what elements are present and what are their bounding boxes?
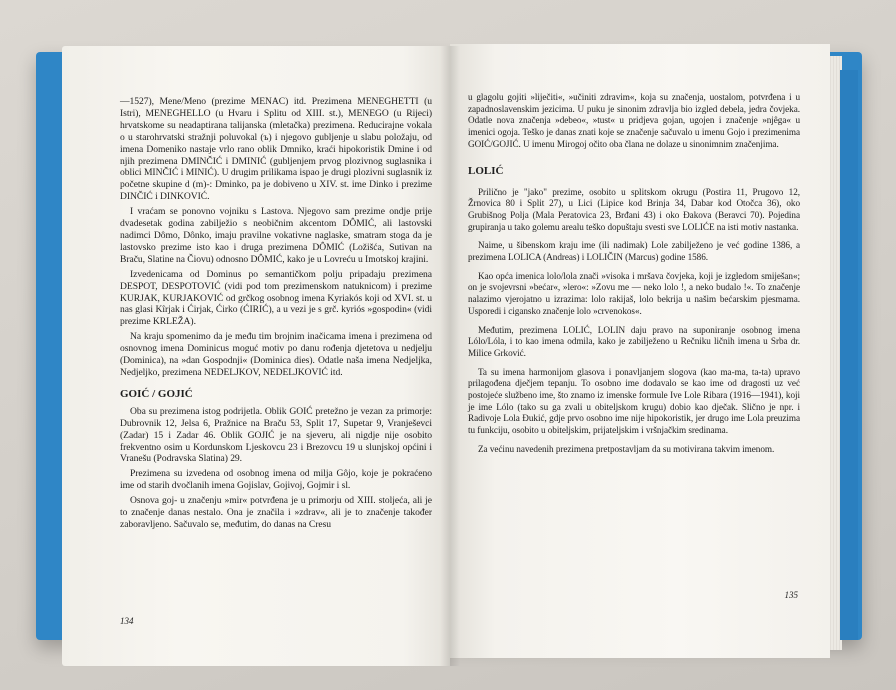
paragraph: Na kraju spomenimo da je među tim brojnim inačicama imena i prezimena od osnovnog imena Dominicus moguć motiv po danu rođenja djetetova u nedjelju (Dominica), na »dan Gospodnji« (Dominica dies). Odatle naša imena Nedjeljka, Nedjeljko, prezimena NEDELJKOV, NEDELJKOVIĆ itd. bbox=[120, 331, 432, 378]
paragraph: Ta su imena harmonijom glasova i ponavljanjem slogova (kao ma-ma, ta-ta) upravo prilagođena dječjem tepanju. To osobno ime dodavalo se kao ime od dragosti uz već postojeće službeno ime, što znamo iz imenske formule Ive Lole Ribara (1916—1941), koji je ime Lólo (tako su ga zvali u obiteljskom krugu) dobio kao dječak. Slično je npr. i Radivoje Lola Đukić, gdje prvo osobno ime nije hipokoristik, jer drugo ime Lola preuzima tu funkciju, osobito u obiteljskim, prijateljskim i vršnjačkim sredinama. bbox=[468, 366, 800, 436]
paragraph: Kao opća imenica lolo/lola znači »visoka i mršava čovjeka, koji je izgledom smiješan«; on je svojevrsni »bećar«, »lero«: »Zovu me — neko lolo !, a neko budalo !«. To značenje nalazimo vjerojatno u izrazima: lolo rakijaš, lolo bekrija u našim bećarskim pjesmama. Usporedi i cigansko značenje lolo »crvenokos«. bbox=[468, 270, 800, 316]
paragraph: Prezimena su izvedena od osobnog imena od milja Gôjo, koje je pokraćeno ime od starih dvočlanih imena Gojislav, Gojivoj, Gojmir i sl. bbox=[120, 468, 432, 492]
paragraph: u glagolu gojiti »liječiti«, »učiniti zdravim«, koja su značenja, uostalom, potvrđena i u zapadnoslavenskim jezicima. U puku je sinonim zdravlja bio izgled debela, jedra čovjeka. Odatle nova značenja »debeo«, »tust« u pridjeva gojan, ugojen i značenje »njêga« u imenici ogoja. Teško je danas znati koje se značenje sačuvalo u imenu Gojo i prezimenima GOIĆ/GOJIĆ. U imenu Mirogoj očito oba člana ne dolaze u sinonimnim značenjima. bbox=[468, 92, 800, 149]
book-spine-shadow bbox=[440, 46, 460, 666]
paragraph: Međutim, prezimena LOLIĆ, LOLIN daju pravo na suponiranje osobnog imena Lólo/Lóla, i to kao imena odmila, kako je zabilježeno u Rečniku ličnih imena u Srba dr. Milice Grković. bbox=[468, 324, 800, 358]
paragraph: —1527), Mene/Meno (prezime MENAC) itd. Prezimena MENEGHETTI (u Istri), MENEGHELLO (u Hvaru i Splitu od XIII. st.), MENEGO (u Rijeci) hrvatskome su neadaptirana talijanska (mletačka) prezimena. Reducirajne vokala o u starohrvatski stražnji poluvokal (ъ) i njegovo gubljenje u slabu položaju, od imena Domeniko nastaje vrlo rano oblik Dmniko, kraći hipokoristik Dmine i od njih prezimena DMINČIĆ i DMINIĆ (gubljenjem prvog plozivnog suglasnika i oblici MINČIĆ i MINIĆ). U drugim prilikama ispao je drugi plozivni suglasnik iz početne skupine d (m)-: Dminko, pa je dobiveno u XIV. st. ime Dinko i prezime DINČIĆ i DINKOVIĆ. bbox=[120, 96, 432, 203]
paragraph: I vraćam se ponovno vojniku s Lastova. Njegovo sam prezime ondje prije dvadesetak godina zabilježio s neobičnim akcentom DÔMIĆ, ali lastovski nadimci Dômo, Dônko, imaju pravilne vokativne naglaske, smatram stoga da je lastovsko prezime isto kao i druga prezimena DÔMIĆ (Ložišća, Sutivan na Braču, Slatine na Čiovu) odnosno DÔMIĆ, kako je u Lovreću u Imotskoj krajini. bbox=[120, 206, 432, 265]
page-number: 134 bbox=[120, 616, 134, 626]
paragraph: Oba su prezimena istog podrijetla. Oblik GOIĆ pretežno je vezan za primorje: Dubrovnik 12, Jelsa 6, Pražnice na Braču 53, Split 17, Supetar 9, Vranješevci (Zadar) 15 i Zadar 46. Oblik GOJIĆ je na sjeveru, ali nigdje nije osobito frekventno osim u Kordunskom Ljeskovcu 23 i Brezovcu 19 u slunjskoj općini i Vranešu (Podravska Slatina) 29. bbox=[120, 405, 432, 465]
paragraph: Prilično je "jako" prezime, osobito u splitskom okrugu (Postira 11, Prugovo 12, Žrnovica 80 i Split 27), u Lici (Lipice kod Brinja 34, Dabar kod Otočca 36), oko Grubišnog Polja (Mala Peratovica 23, Brđani 43) i oko Đakova (Beravci 70). Pojedina grupiranja u tako golemu arealu teško dopuštaju svesti sve LOLIĆE na isti motiv nastanka. bbox=[468, 186, 800, 232]
section-heading: LOLIĆ bbox=[468, 164, 504, 177]
back-cover-edge bbox=[840, 70, 858, 640]
right-page bbox=[450, 44, 830, 658]
left-page bbox=[62, 46, 450, 666]
paragraph: Osnova goj- u značenju »mir« potvrđena je u primorju od XIII. stoljeća, ali je to značenje danas nestalo. Ona je značila i »zdrav«, ali je to značenje također zaboravljeno. Sačuvalo se, međutim, do danas na Cresu bbox=[120, 495, 432, 530]
page-number: 135 bbox=[784, 590, 798, 600]
paragraph: Izvedenicama od Dominus po semantičkom polju pripadaju prezimena DESPOT, DESPOTOVIĆ (vidi pod tom prezimenskom natuknicom) i prezime KURJAK, KURJAKOVIĆ od grčkog osobnog imena Kyriakós koji od XVI. st. u nas glasi Kîrjak i Ćirjak, Ćirko (ĆIRIĆ), a u vezi je s grč. kyriós »gospodin« (vidi prezime KRLEŽA). bbox=[120, 268, 432, 328]
section-heading: GOIĆ / GOJIĆ bbox=[120, 387, 193, 400]
paragraph: Za većinu navedenih prezimena pretpostavljam da su motivirana takvim imenom. bbox=[478, 443, 775, 454]
paragraph: Naime, u šibenskom kraju ime (ili nadimak) Lole zabilježeno je već godine 1386, a prezimena LOLICA (Andreas) i LOLIČIN (Marcus) godine 1586. bbox=[468, 240, 800, 263]
